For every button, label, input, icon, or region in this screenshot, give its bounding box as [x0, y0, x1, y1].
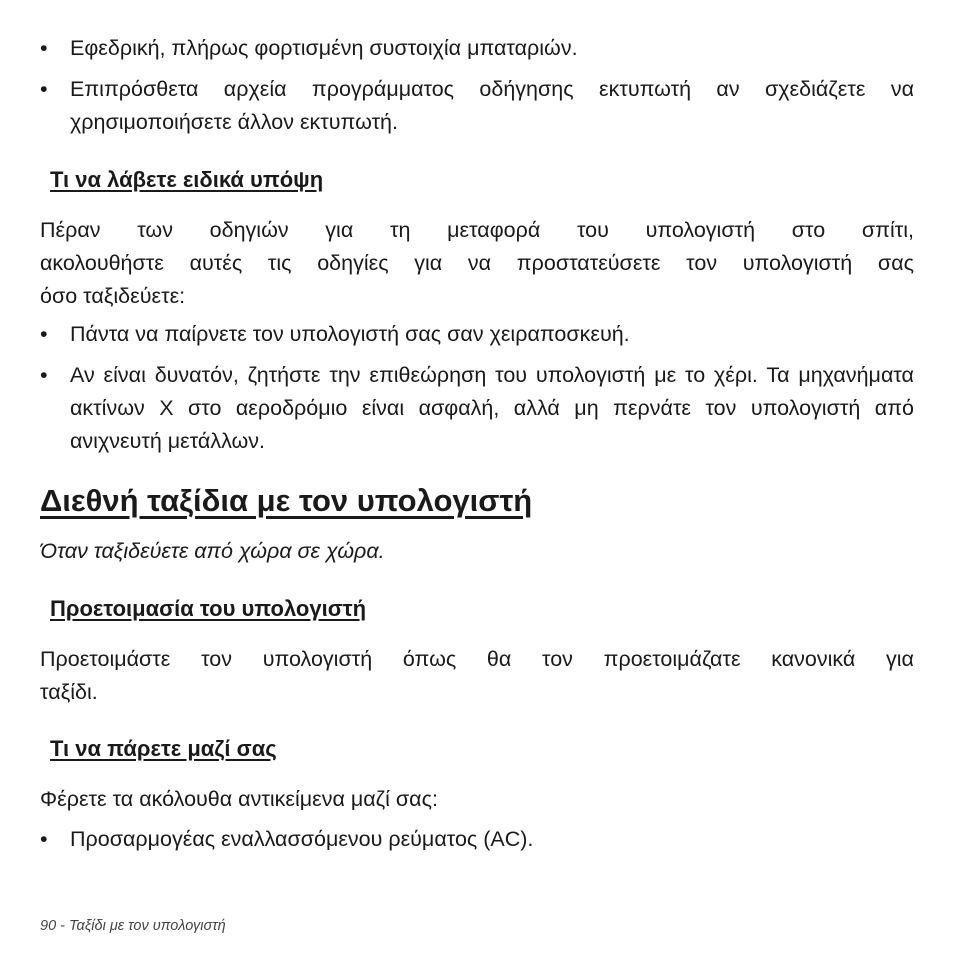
list-item: [40, 32, 914, 65]
bullet-marker: •: [40, 322, 48, 346]
paragraph-line: όσο ταξιδεύετε:: [40, 284, 186, 308]
main-heading: Διεθνή ταξίδια με τον υπολογιστή: [40, 483, 533, 518]
list-item-text: Πάντα να παίρνετε τον υπολογιστή σας σαν χειραποσκευή.: [70, 322, 630, 346]
section-heading: Προετοιμασία του υπολογιστή: [50, 596, 367, 621]
paragraph-line: Πέραν των οδηγιών για τη μεταφορά του υπολογιστή στο σπίτι,: [40, 218, 914, 242]
list-item: [40, 823, 914, 856]
list-item-text: Επιπρόσθετα αρχεία προγράμματος οδήγησης εκτυπωτή αν σχεδιάζετε να χρησιμοποιήσετε άλλον εκτυπωτή.: [70, 77, 914, 134]
list-item-text: Αν είναι δυνατόν, ζητήστε την επιθεώρηση του υπολογιστή με το χέρι. Τα μηχανήματα ακτίνων Χ στο αεροδρόμιο είναι ασφαλή, αλλά μη περνάτε τον υπολογιστή από ανιχνευτή μετάλλων.: [70, 363, 914, 453]
bullet-marker: •: [40, 827, 48, 851]
section-heading: Τι να λάβετε ειδικά υπόψη: [50, 167, 324, 192]
page-footer: 90 - Ταξίδι με τον υπολογιστή: [40, 918, 226, 934]
subtitle: Όταν ταξιδεύετε από χώρα σε χώρα.: [40, 539, 385, 563]
bullet-marker: •: [40, 36, 48, 60]
list-item-text: Προσαρμογέας εναλλασσόμενου ρεύματος (AC).: [70, 827, 534, 851]
list-item: [40, 318, 914, 351]
paragraph: Φέρετε τα ακόλουθα αντικείμενα μαζί σας:: [40, 787, 438, 811]
paragraph-line: Προετοιμάστε τον υπολογιστή όπως θα τον προετοιμάζατε κανονικά για: [40, 647, 914, 671]
paragraph-line: ταξίδι.: [40, 680, 98, 704]
paragraph-line: ακολουθήστε αυτές τις οδηγίες για να προστατεύσετε τον υπολογιστή σας: [40, 251, 914, 275]
paragraph: [40, 214, 914, 313]
section-heading: Τι να πάρετε μαζί σας: [50, 736, 277, 761]
bullet-marker: •: [40, 77, 48, 101]
list-item-text: Εφεδρική, πλήρως φορτισμένη συστοιχία μπαταριών.: [70, 36, 578, 60]
bullet-marker: •: [40, 363, 48, 387]
list-item: [40, 359, 914, 458]
paragraph: [40, 643, 914, 709]
list-item: [40, 73, 914, 139]
